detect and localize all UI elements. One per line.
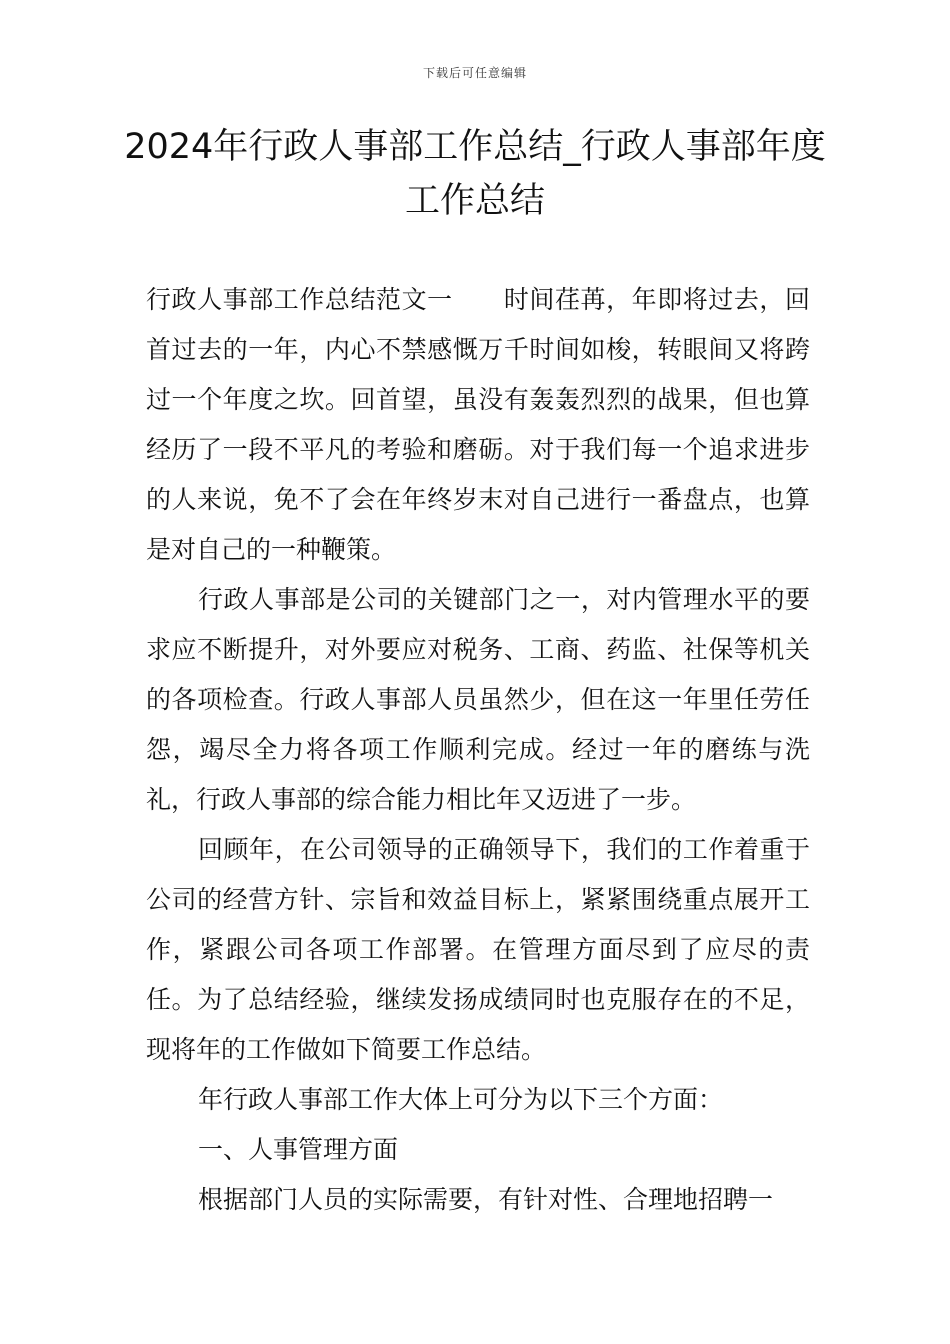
document-title: 2024年行政人事部工作总结_行政人事部年度工作总结	[124, 127, 826, 221]
paragraph-overview: 年行政人事部工作大体上可分为以下三个方面：	[198, 1085, 724, 1114]
document-body	[146, 275, 810, 1225]
paragraph-review: 回顾年，在公司领导的正确领导下，我们的工作着重于公司的经营方针、宗旨和效益目标上，紧紧围绕重点展开工作，紧跟公司各项工作部署。在管理方面尽到了应尽的责任。为了总结经验，继续发扬成绩同时也克服存在的不足，现将年的工作做如下简要工作总结。	[146, 835, 810, 1064]
paragraph-recruitment: 根据部门人员的实际需要，有针对性、合理地招聘一	[198, 1185, 774, 1214]
paragraph-department-role: 行政人事部是公司的关键部门之一，对内管理水平的要求应不断提升，对外要应对税务、工商、药监、社保等机关的各项检查。行政人事部人员虽然少，但在这一年里任劳任怨，竭尽全力将各项工作顺利完成。经过一年的磨练与洗礼，行政人事部的综合能力相比年又迈进了一步。	[146, 585, 810, 814]
section-heading-hr-management: 一、人事管理方面	[198, 1135, 399, 1164]
paragraph-intro: 行政人事部工作总结范文一 时间荏苒，年即将过去，回首过去的一年，内心不禁感慨万千时间如梭，转眼间又将跨过一个年度之坎。回首望，虽没有轰轰烈烈的战果，但也算经历了一段不平凡的考验和磨砺。对于我们每一个追求进步的人来说，免不了会在年终岁末对自己进行一番盘点，也算是对自己的一种鞭策。	[146, 285, 810, 564]
header-note: 下载后可任意编辑	[422, 66, 527, 80]
